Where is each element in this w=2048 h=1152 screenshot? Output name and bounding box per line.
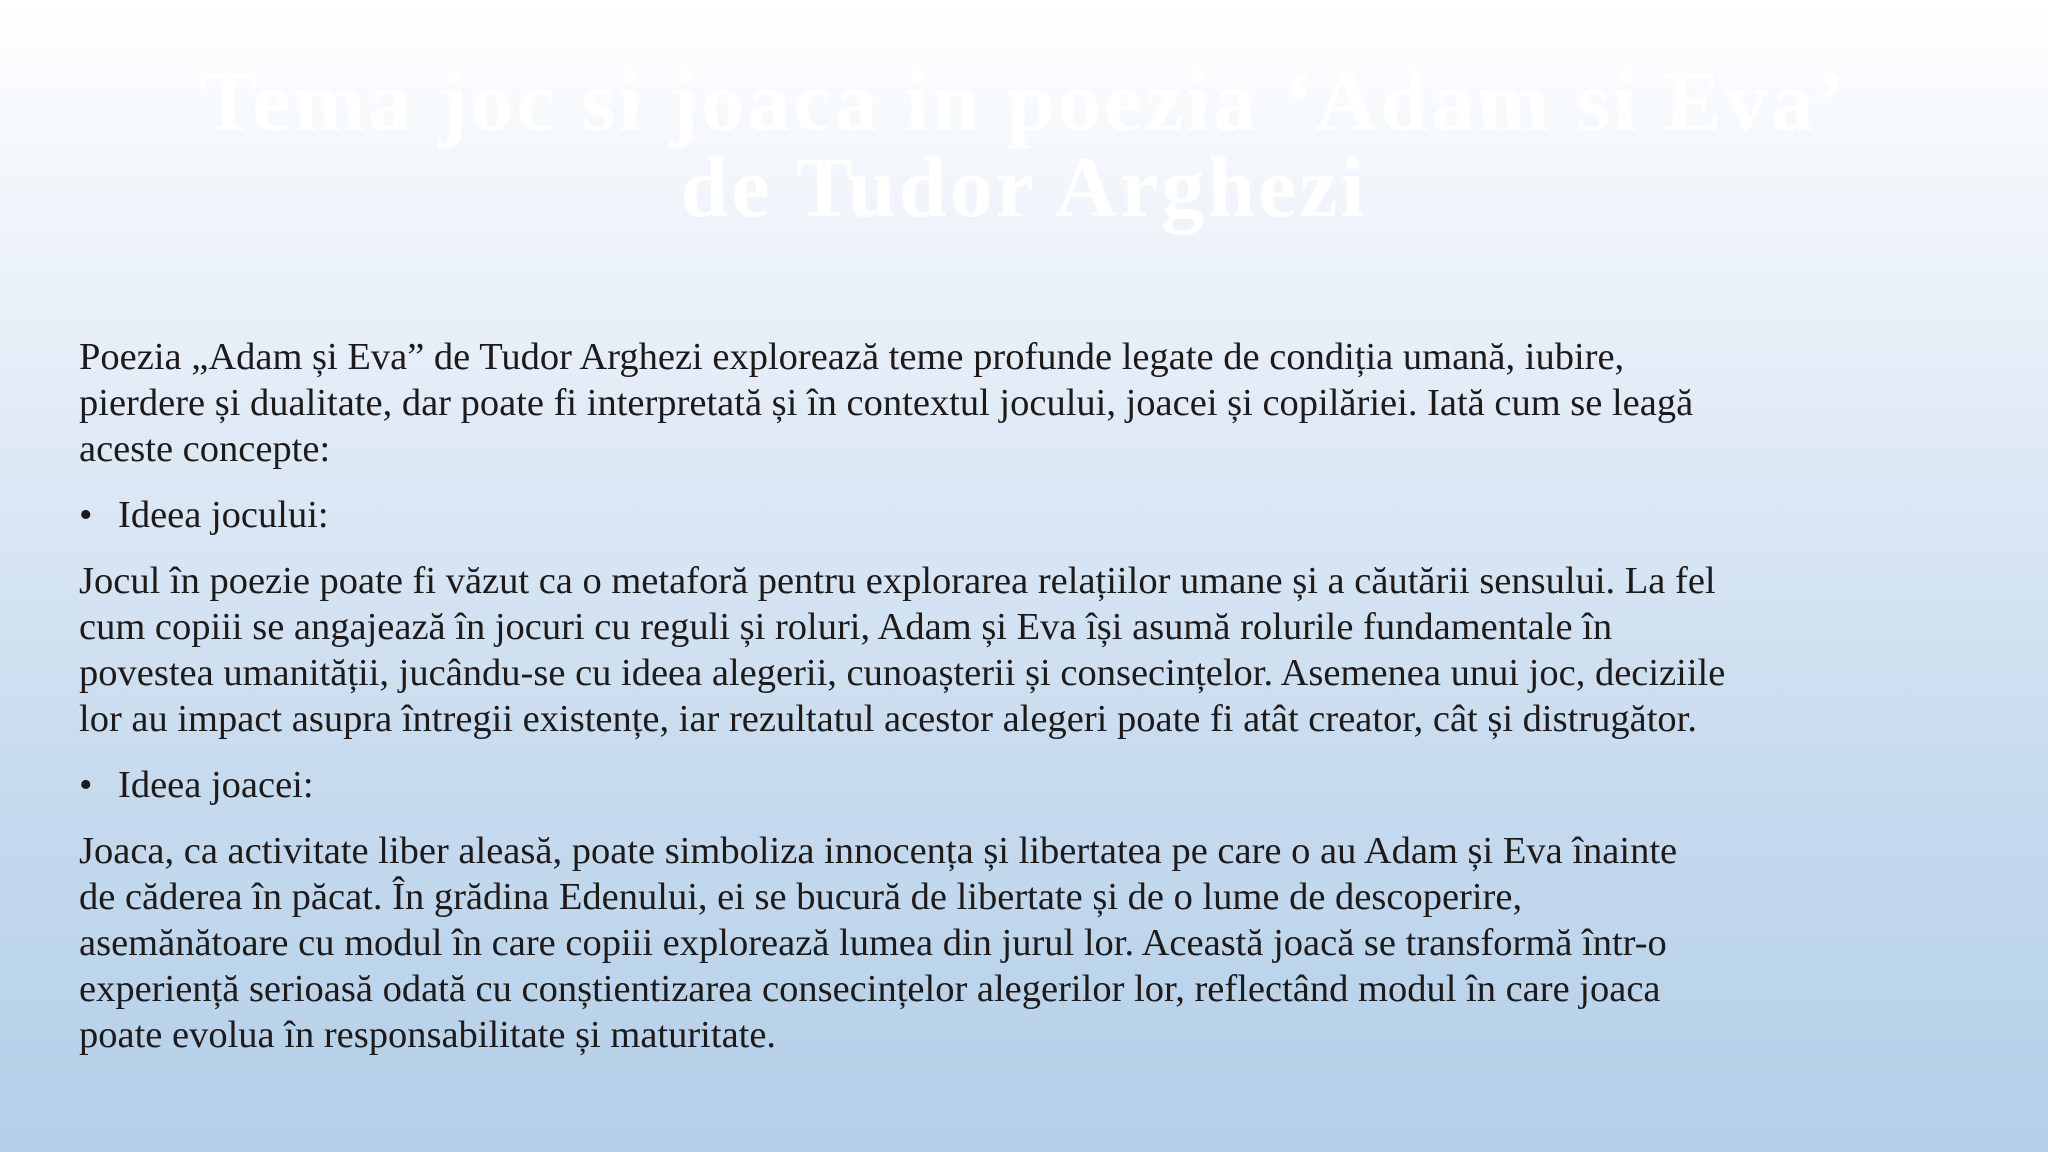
- game-line-1: Jocul în poezie poate fi văzut ca o metaforă pentru explorarea relațiilor umane și a căutării sensului. La fel: [79, 560, 1716, 602]
- game-line-2: cum copiii se angajează în jocuri cu reguli și roluri, Adam și Eva își asumă rolurile fundamentale în: [79, 606, 1613, 648]
- play-paragraph: [79, 828, 2019, 1058]
- slide-body: [79, 334, 2019, 1058]
- play-line-1: Joaca, ca activitate liber aleasă, poate simboliza innocența și libertatea pe care o au Adam și Eva înainte: [79, 830, 1678, 872]
- intro-paragraph: [79, 334, 2019, 472]
- game-line-3: povestea umanității, jucându-se cu ideea alegerii, cunoașterii și consecințelor. Asemenea unui joc, deciziile: [79, 652, 1726, 694]
- play-line-4: experiență serioasă odată cu conștientizarea consecințelor alegerilor lor, reflectând modul în care joaca: [79, 968, 1661, 1010]
- game-line-4: lor au impact asupra întregii existențe, iar rezultatul acestor alegeri poate fi atât creator, cât și distrugător.: [79, 698, 1697, 740]
- play-line-3: asemănătoare cu modul în care copiii explorează lumea din jurul lor. Această joacă se transformă într-o: [79, 922, 1667, 964]
- play-line-2: de căderea în păcat. În grădina Edenului, ei se bucură de libertate și de o lume de descoperire,: [79, 876, 1523, 918]
- bullet-label: Ideea joacei:: [118, 764, 314, 806]
- game-paragraph: [79, 558, 2019, 742]
- bullet-label: Ideea jocului:: [118, 494, 329, 536]
- slide-title: [60, 53, 1988, 235]
- intro-line-2: pierdere și dualitate, dar poate fi interpretată și în contextul jocului, joacei și copilăriei. Iată cum se leagă: [79, 382, 1694, 424]
- slide-title-line-2: de Tudor Arghezi: [680, 139, 1368, 235]
- bullet-icon: •: [79, 494, 93, 536]
- slide-title-line-1: Tema joc si joaca in poezia ‘Adam si Eva’: [199, 53, 1849, 149]
- bullet-idea-of-game: [79, 492, 2019, 538]
- play-line-5: poate evolua în responsabilitate și maturitate.: [79, 1014, 777, 1056]
- bullet-icon: •: [79, 764, 93, 806]
- bullet-idea-of-play: [79, 762, 2019, 808]
- intro-line-1: Poezia „Adam și Eva” de Tudor Arghezi explorează teme profunde legate de condiția umană, iubire,: [79, 336, 1625, 378]
- intro-line-3: aceste concepte:: [79, 428, 331, 470]
